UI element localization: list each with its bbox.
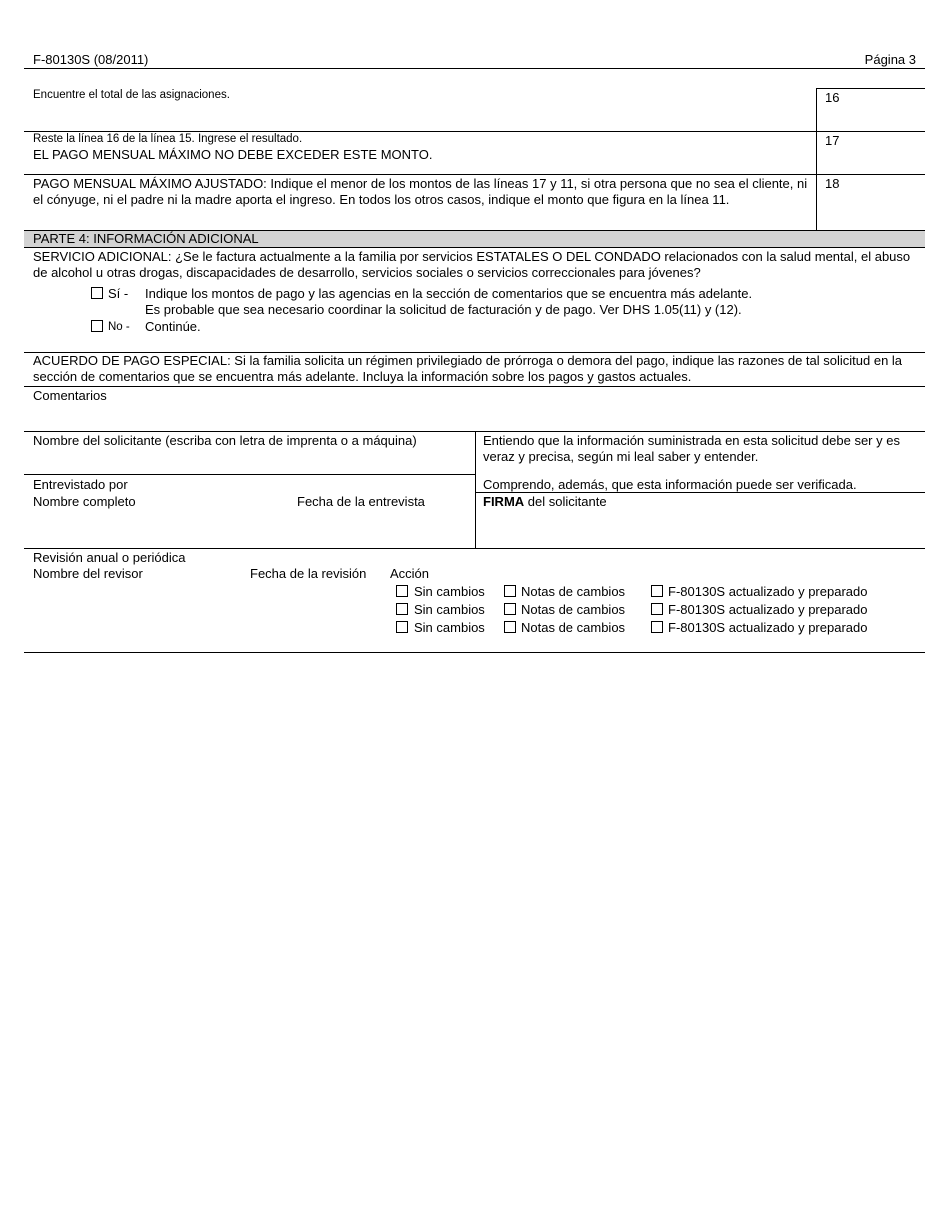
interviewed-by-label: Entrevistado por	[33, 477, 128, 492]
si-instruction-1: Indique los montos de pago y las agencias en la sección de comentarios que se encuentra más adelante.	[145, 286, 753, 301]
interviewer-full-name-label: Nombre completo	[33, 494, 136, 509]
row-3-notas-label: Notas de cambios	[521, 620, 626, 635]
row-3-actualizado-checkbox[interactable]	[651, 621, 663, 633]
row-2-actualizado-checkbox[interactable]	[651, 603, 663, 615]
reviewer-name-label: Nombre del revisor	[33, 566, 143, 581]
line-16-amount-field[interactable]	[817, 104, 924, 130]
comentarios-label: Comentarios	[33, 388, 107, 403]
line-17-rule	[24, 174, 925, 175]
line-18-amount-field[interactable]	[817, 192, 924, 228]
comentarios-field[interactable]	[25, 404, 924, 429]
line-17-note: EL PAGO MENSUAL MÁXIMO NO DEBE EXCEDER ESTE MONTO.	[33, 147, 433, 162]
part-4-bottom-rule	[24, 247, 925, 248]
line-16-text: Encuentre el total de las asignaciones.	[33, 89, 230, 101]
applicant-statement-1: Entiendo que la información suministrada en esta solicitud debe ser y es veraz y precisa, según mi leal saber y entender.	[483, 433, 900, 464]
review-date-label: Fecha de la revisión	[250, 566, 367, 581]
row-2-notas-checkbox[interactable]	[504, 603, 516, 615]
si-label: Sí -	[108, 286, 129, 301]
page-number: Página 3	[864, 52, 916, 67]
line-16-box-top	[816, 88, 925, 89]
signature-label	[483, 494, 607, 510]
header-rule	[24, 68, 925, 69]
applicant-name-rule	[24, 474, 475, 475]
acuerdo-pago-especial: ACUERDO DE PAGO ESPECIAL: Si la familia solicita un régimen privilegiado de prórroga o demora del pago, indique las razones de tal solicitud en la sección de comentarios que se encuentra más adelante. Incluya la información sobre los pagos y gastos actuales.	[33, 353, 903, 384]
interviewer-field[interactable]	[25, 510, 473, 546]
signature-field[interactable]	[477, 510, 923, 546]
signature-label-bold: FIRMA	[483, 494, 525, 509]
row-3-sin-cambios-label: Sin cambios	[414, 620, 485, 635]
servicio-adicional-question: SERVICIO ADICIONAL: ¿Se le factura actualmente a la familia por servicios ESTATALES O DEL CONDADO relacionados con la salud mental, el abuso de alcohol u otras drogas, discapacidades de desarrollo, servicios sociales o servicios correccionales para jóvenes?	[33, 249, 911, 280]
row-2-sin-cambios-label: Sin cambios	[414, 602, 485, 617]
applicant-divider	[475, 431, 476, 548]
part-4-title: PARTE 4: INFORMACIÓN ADICIONAL	[33, 231, 259, 246]
row-1-actualizado-label: F-80130S actualizado y preparado	[668, 584, 868, 599]
line-16-number: 16	[825, 90, 840, 105]
interview-date-label: Fecha de la entrevista	[297, 494, 425, 509]
row-3-sin-cambios-checkbox[interactable]	[396, 621, 408, 633]
row-2-actualizado-label: F-80130S actualizado y preparado	[668, 602, 868, 617]
line-17-number: 17	[825, 133, 840, 148]
row-1-actualizado-checkbox[interactable]	[651, 585, 663, 597]
row-3-notas-checkbox[interactable]	[504, 621, 516, 633]
review-bottom-rule	[24, 652, 925, 653]
line-18-text: PAGO MENSUAL MÁXIMO AJUSTADO: Indique el menor de los montos de las líneas 17 y 11, si otra persona que no sea el cliente, ni el cónyuge, ni el padre ni la madre aporta el ingreso. En todos los otros casos, indique el monto que figura en la línea 11.	[33, 176, 808, 207]
signature-label-rest: del solicitante	[524, 494, 607, 509]
acuerdo-bottom-rule	[24, 386, 925, 387]
row-2-sin-cambios-checkbox[interactable]	[396, 603, 408, 615]
applicant-name-label: Nombre del solicitante (escriba con letra de imprenta o a máquina)	[33, 433, 417, 448]
applicant-name-field[interactable]	[25, 449, 473, 473]
signature-top-rule	[475, 492, 925, 493]
no-checkbox[interactable]	[91, 320, 103, 332]
applicant-statement-2: Comprendo, además, que esta información puede ser verificada.	[483, 477, 857, 492]
row-1-notas-label: Notas de cambios	[521, 584, 626, 599]
row-3-actualizado-label: F-80130S actualizado y preparado	[668, 620, 868, 635]
line-17-amount-field[interactable]	[817, 148, 924, 172]
amount-column-divider	[816, 88, 817, 230]
line-18-number: 18	[825, 176, 840, 191]
si-checkbox[interactable]	[91, 287, 103, 299]
row-1-notas-checkbox[interactable]	[504, 585, 516, 597]
row-1-sin-cambios-checkbox[interactable]	[396, 585, 408, 597]
row-1-sin-cambios-label: Sin cambios	[414, 584, 485, 599]
si-instruction-2: Es probable que sea necesario coordinar la solicitud de facturación y de pago. Ver DHS 1.05(11) y (12).	[145, 302, 742, 317]
line-17-text: Reste la línea 16 de la línea 15. Ingrese el resultado.	[33, 133, 303, 145]
row-2-notas-label: Notas de cambios	[521, 602, 626, 617]
no-label: No -	[108, 321, 130, 333]
form-id: F-80130S (08/2011)	[33, 52, 149, 67]
no-instruction: Continúe.	[145, 319, 201, 334]
action-label: Acción	[390, 566, 430, 581]
review-title: Revisión anual o periódica	[33, 550, 186, 565]
reviewer-entry-field[interactable]	[25, 582, 385, 638]
applicant-bottom-rule	[24, 548, 925, 549]
